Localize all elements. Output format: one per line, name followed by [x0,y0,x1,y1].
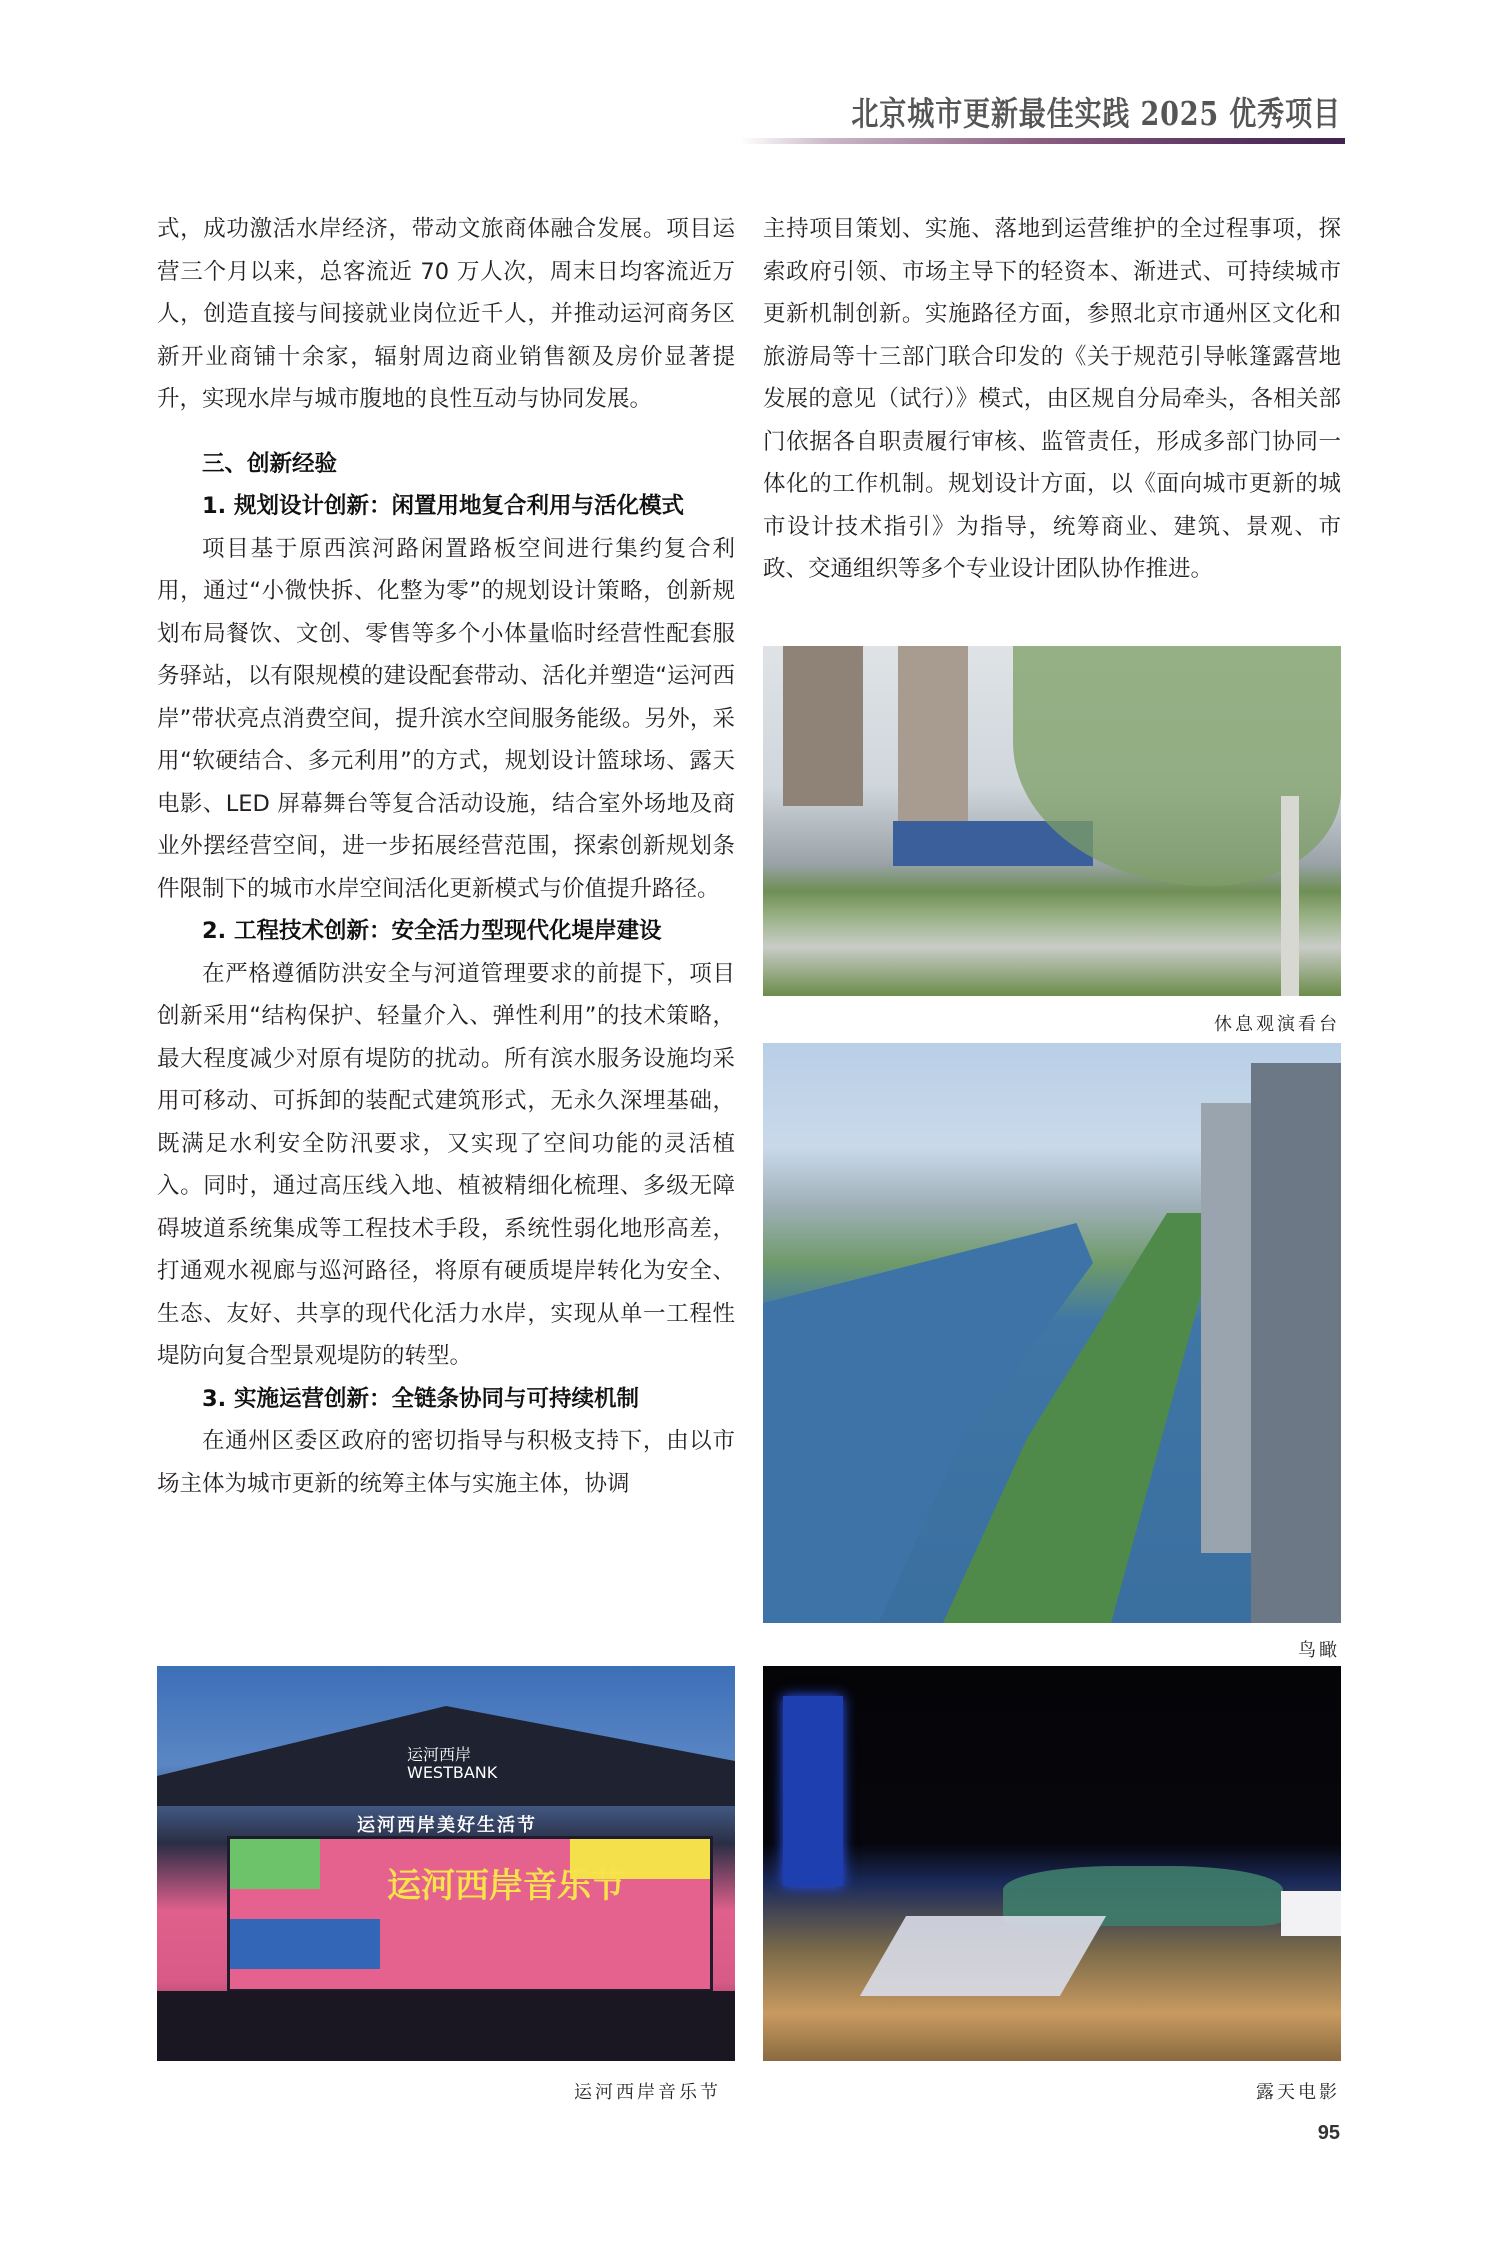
subsection-heading-2: 2. 工程技术创新：安全活力型现代化堤岸建设 [202,918,662,944]
figure-caption-2: 鸟瞰 [1298,1640,1340,1661]
festival-screen-title: 运河西岸音乐节 [387,1866,625,1906]
subsection-body-3: 在通州区委区政府的密切指导与积极支持下，由以市场主体为城市更新的统筹主体与实施主体，协调 [157,1428,735,1497]
outdoor-cinema-photo [763,1666,1341,2061]
crowd-shape [157,1991,735,2061]
tower-shape [1201,1103,1251,1553]
intro-paragraph: 式，成功激活水岸经济，带动文旅商体融合发展。项目运营三个月以来，总客流近 70 万人次，周末日均客流近万人，创造直接与间接就业岗位近千人，并推动运河商务区新开业商铺十余家，辐射周边商业销售额及房价显著提升，实现水岸与城市腹地的良性互动与协同发展。 [157,216,735,412]
section-spacer [157,421,735,443]
tower-shape [1251,1063,1341,1623]
building-shape [898,646,968,826]
music-festival-photo [157,1666,735,2061]
subsection-body-1: 项目基于原西滨河路闲置路板空间进行集约复合利用，通过“小微快拆、化整为零”的规划设计策略，创新规划布局餐饮、文创、零售等多个小体量临时经营性配套服务驿站，以有限规模的建设配套带动、活化并塑造“运河西岸”带状亮点消费空间，提升滨水空间服务能级。另外，采用“软硬结合、多元利用”的方式，规划设计篮球场、露天电影、LED 屏幕舞台等复合活动设施，结合室外场地及商业外摆经营空间，进一步拓展经营范围，探索创新规划条件限制下的城市水岸空间活化更新模式与价值提升路径。 [157,535,735,902]
aerial-river-photo [763,1043,1341,1623]
willow-terrace-photo [763,646,1341,996]
logo-cn-text: 运河西岸 [407,1745,472,1764]
building-shape [783,646,863,806]
logo-en-text: WESTBANK [407,1763,498,1782]
page-number: 95 [1317,2122,1340,2144]
subsection-body-2: 在严格遵循防洪安全与河道管理要求的前提下，项目创新采用“结构保护、轻量介入、弹性利用”的技术策略，最大程度减少对原有堤防的扰动。所有滨水服务设施均采用可移动、可拆卸的装配式建筑形式，无永久深埋基础，既满足水利安全防汛要求，又实现了空间功能的灵活植入。同时，通过高压线入地、植被精细化梳理、多级无障碍坡道系统集成等工程技术手段，系统性弱化地形高差，打通观水视廊与巡河路径，将原有硬质堤岸转化为安全、生态、友好、共享的现代化活力水岸，实现从单一工程性堤防向复合型景观堤防的转型。 [157,960,735,1369]
continued-paragraph: 主持项目策划、实施、落地到运营维护的全过程事项，探索政府引领、市场主导下的轻资本、渐进式、可持续城市更新机制创新。实施路径方面，参照北京市通州区文化和旅游局等十三部门联合印发的《关于规范引导帐篷露营地发展的意见（试行）》模式，由区规自分局牵头，各相关部门依据各自职责履行审核、监管责任，形成多部门协同一体化的工作机制。规划设计方面，以《面向城市更新的城市设计技术指引》为指导，统筹商业、建筑、景观、市政、交通组织等多个专业设计团队协作推进。 [763,216,1341,582]
section-heading: 三、创新经验 [202,450,338,477]
header-gradient-rule [740,138,1345,144]
westbank-logo [407,1746,497,1782]
tree-trunk-shape [1281,796,1299,996]
cinema-screen-shape [1281,1891,1341,1936]
right-text-column [763,208,1341,591]
subsection-heading-3: 3. 实施运营创新：全链条协同与可持续机制 [202,1385,640,1412]
figure-caption-4: 露天电影 [1256,2082,1340,2103]
running-header-title: 北京城市更新最佳实践 2025 优秀项目 [851,94,1341,133]
festival-banner-text: 运河西岸美好生活节 [357,1815,537,1836]
lit-tower-shape [783,1696,843,1886]
left-text-column [157,208,735,1505]
screen-block [230,1919,380,1969]
subsection-heading-1: 1. 规划设计创新：闲置用地复合利用与活化模式 [202,493,685,519]
led-screen [227,1836,713,1992]
figure-caption-3: 运河西岸音乐节 [574,2082,721,2103]
lit-steps-shape [860,1916,1106,1996]
screen-block [230,1839,320,1889]
figure-caption-1: 休息观演看台 [1214,1014,1340,1035]
